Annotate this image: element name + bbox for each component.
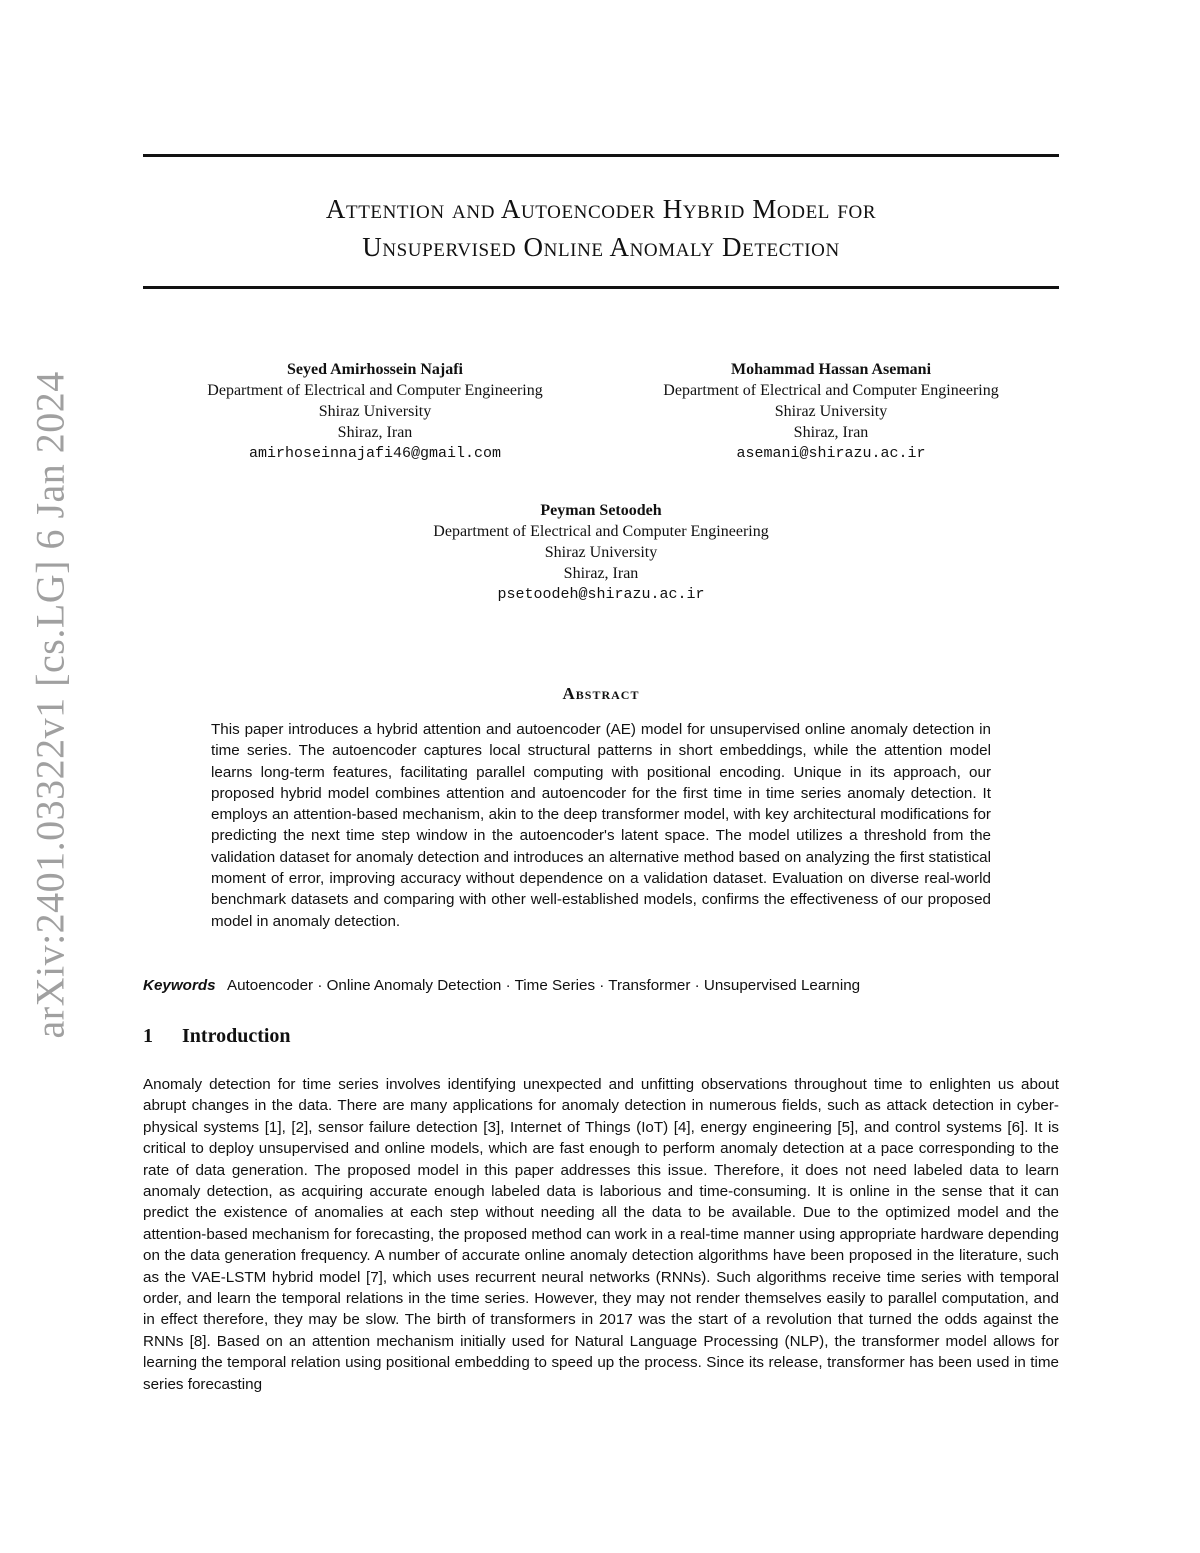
author-department: Department of Electrical and Computer Engineering: [433, 523, 769, 540]
title-rule-bottom: [143, 286, 1059, 289]
author-university: Shiraz University: [544, 544, 658, 561]
author-block: [611, 359, 1051, 464]
section-number: 1: [143, 1025, 153, 1047]
title-line-2: Unsupervised Online Anomaly Detection: [362, 232, 840, 262]
author-department: Department of Electrical and Computer Engineering: [207, 382, 543, 399]
arxiv-identifier-stamp: arXiv:2401.03322v1 [cs.LG] 6 Jan 2024: [27, 371, 73, 1039]
author-department: Department of Electrical and Computer Engineering: [663, 382, 999, 399]
author-email: amirhoseinnajafi46@gmail.com: [248, 445, 502, 462]
author-location: Shiraz, Iran: [793, 424, 869, 441]
author-email: psetoodeh@shirazu.ac.ir: [497, 586, 705, 603]
paper-title: [143, 190, 1059, 266]
author-email: asemani@shirazu.ac.ir: [736, 445, 926, 462]
author-university: Shiraz University: [774, 403, 888, 420]
section-title: Introduction: [182, 1025, 291, 1047]
abstract-text: This paper introduces a hybrid attention and autoencoder (AE) model for unsupervised online anomaly detection in time series. The autoencoder captures local structural patterns in short embeddings, while the attention model learns long-term features, facilitating parallel computing with positional encoding. Unique in its approach, our proposed hybrid model combines attention and autoencoder for the first time in time series anomaly detection. It employs an attention-based mechanism, akin to the deep transformer model, with key architectural modifications for predicting the next time step window in the autoencoder's latent space. The model utilizes a threshold from the validation dataset for anomaly detection and introduces an alternative method based on analyzing the first statistical moment of error, improving accuracy without dependence on a validation dataset. Evaluation on diverse real-world benchmark datasets and comparing with other well-established models, confirms the effectiveness of our proposed model in anomaly detection.: [211, 721, 991, 930]
abstract-heading: Abstract: [562, 684, 640, 703]
author-name: Mohammad Hassan Asemani: [730, 361, 932, 378]
author-location: Shiraz, Iran: [563, 565, 639, 582]
author-name: Seyed Amirhossein Najafi: [287, 361, 463, 378]
keywords-line: [143, 975, 1059, 996]
author-university: Shiraz University: [318, 403, 432, 420]
author-name: Peyman Setoodeh: [540, 502, 662, 519]
author-block: [381, 500, 821, 605]
author-block: [155, 359, 595, 464]
section-heading: [143, 1025, 291, 1048]
title-rule-top: [143, 154, 1059, 157]
introduction-text: Anomaly detection for time series involves identifying unexpected and unfitting observations throughout time to enlighten us about abrupt changes in the data. There are many applications for anomaly detection in numerous fields, such as attack detection in cyber-physical systems [1], [2], sensor failure detection [3], Internet of Things (IoT) [4], energy engineering [5], and control systems [6]. It is critical to deploy unsupervised and online models, which are fast enough to perform anomaly detection at a pace corresponding to the rate of data generation. The proposed model in this paper addresses this issue. Therefore, it does not need labeled data to learn anomaly detection, as acquiring accurate enough labeled data is laborious and time-consuming. It is online in the sense that it can predict the existence of anomalies at each step without needing all the data to be available. Due to the optimized model and the attention-based mechanism for forecasting, the proposed method can work in a real-time manner using appropriate hardware depending on the data generation frequency. A number of accurate online anomaly detection algorithms have been proposed in the literature, such as the VAE-LSTM hybrid model [7], which uses recurrent neural networks (RNNs). Such algorithms receive time series with temporal order, and learn the temporal relations in the time series. However, they may not render themselves easily to parallel computation, and in effect therefore, they may be slow. The birth of transformers in 2017 was the start of a revolution that turned the odds against the RNNs [8]. Based on an attention mechanism initially used for Natural Language Processing (NLP), the transformer model allows for learning the temporal relation using positional embedding to speed up the process. Since its release, transformer has been used in time series forecasting: [143, 1076, 1059, 1393]
keywords-label: Keywords: [143, 977, 216, 994]
keywords-list: Autoencoder · Online Anomaly Detection · Time Series · Transformer · Unsupervised Learning: [226, 977, 861, 994]
title-line-1: Attention and Autoencoder Hybrid Model for: [325, 194, 877, 224]
author-location: Shiraz, Iran: [337, 424, 413, 441]
